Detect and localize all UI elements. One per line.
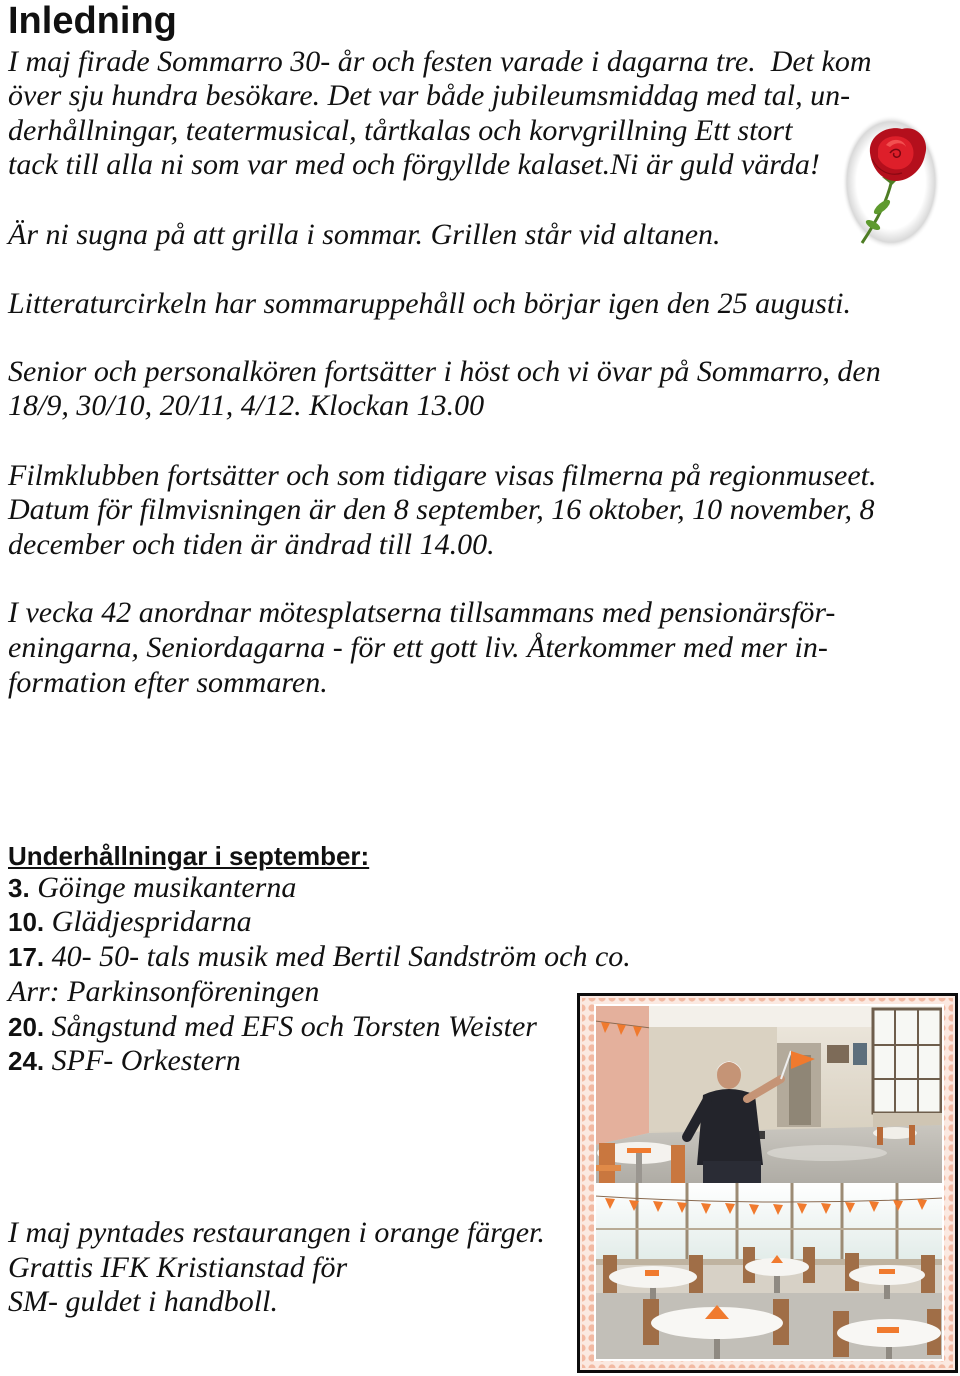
entertainment-item-text: Glädjespridarna: [51, 905, 252, 938]
senior-days-line: eningarna, Seniordagarna - för ett gott liv. Återkommer med mer in-: [8, 631, 828, 664]
film-club-line: Datum för filmvisningen är den 8 september, 16 oktober, 10 november, 8: [8, 493, 875, 526]
entertainment-item: [8, 940, 631, 974]
photo-floor-reflection: [767, 1145, 887, 1161]
photo-table: [849, 1265, 925, 1285]
intro-line: tack till alla ni som var med och förgyllde kalaset.Ni är guld värda!: [8, 148, 820, 181]
decoration-line: Grattis IFK Kristianstad för: [8, 1251, 348, 1284]
film-club-line: Filmklubben fortsätter och som tidigare visas filmerna på regionmuseet.: [8, 459, 877, 492]
entertainment-item-day: 20.: [8, 1012, 45, 1042]
entertainment-item-text: Sångstund med EFS och Torsten Weister: [51, 1010, 537, 1043]
entertainment-item-text: Göinge musikanterna: [37, 871, 297, 904]
entertainment-item: [8, 1044, 241, 1078]
rose-image: [842, 115, 940, 250]
photo-wall-picture: [853, 1043, 867, 1065]
photo-table-decoration: [645, 1270, 659, 1276]
entertainment-title: Underhållningar i september:: [8, 841, 370, 871]
entertainment-item-day: 10.: [8, 907, 45, 937]
photo-content: [595, 1005, 943, 1360]
entertainment-item-day: 3.: [8, 873, 30, 903]
page-title: Inledning: [8, 0, 177, 42]
decoration-line: SM- guldet i handboll.: [8, 1285, 278, 1318]
photo-chair: [909, 1125, 915, 1145]
restaurant-photo: [577, 993, 958, 1373]
decoration-line: I maj pyntades restaurangen i orange färger.: [8, 1216, 545, 1249]
grill-location: Grillen står vid altanen.: [430, 218, 721, 251]
intro-line: över sju hundra besökare. Det var både jubileumsmiddag med tal, un-: [8, 79, 851, 112]
film-club-line: december och tiden är ändrad till 14.00.: [8, 528, 495, 561]
photo-table-decoration: [877, 1327, 899, 1333]
choir-line: 18/9, 30/10, 20/11, 4/12. Klockan 13.00: [8, 389, 485, 422]
entertainment-item-note: Arr: Parkinsonföreningen: [8, 975, 320, 1008]
photo-table-decoration: [879, 1269, 895, 1274]
photo-wall-picture: [827, 1045, 849, 1063]
photo-table-decoration: [627, 1148, 651, 1153]
photo-window: [873, 1009, 941, 1113]
senior-days-line: I vecka 42 anordnar mötesplatserna tillsammans med pensionärsför-: [8, 596, 836, 629]
grill-invite: Är ni sugna på att grilla i sommar.: [8, 218, 424, 251]
photo-chair: [599, 1143, 615, 1185]
photo-chair: [671, 1145, 685, 1185]
photo-bottom-scene: [595, 1183, 943, 1360]
entertainment-item-day: 17.: [8, 942, 45, 972]
entertainment-item: [8, 1010, 537, 1044]
photo-table: [609, 1266, 697, 1288]
senior-days-line: formation efter sommaren.: [8, 666, 328, 699]
photo-dining-windows: [595, 1183, 943, 1261]
intro-line: derhållningar, teatermusical, tårtkalas och korvgrillning Ett stort: [8, 114, 793, 147]
photo-table-leg: [636, 1153, 642, 1185]
grill-paragraph: [8, 218, 721, 252]
photo-top-scene: [595, 1005, 943, 1185]
entertainment-item: [8, 905, 252, 939]
entertainment-item-text: SPF- Orkestern: [51, 1044, 241, 1077]
photo-person-legs: [703, 1161, 761, 1183]
photo-chair-seat: [595, 1165, 621, 1171]
literature-circle-paragraph: Litteraturcirkeln har sommaruppehåll och börjar igen den 25 augusti.: [8, 287, 852, 320]
entertainment-item-text: 40- 50- tals musik med Bertil Sandström och co.: [51, 940, 631, 973]
entertainment-item-day: 24.: [8, 1046, 45, 1076]
entertainment-item: [8, 871, 296, 905]
intro-line: I maj firade Sommarro 30- år och festen varade i dagarna tre. Det kom: [8, 45, 872, 78]
choir-line: Senior och personalkören fortsätter i höst och vi övar på Sommarro, den: [8, 355, 881, 388]
photo-chair: [877, 1127, 883, 1145]
